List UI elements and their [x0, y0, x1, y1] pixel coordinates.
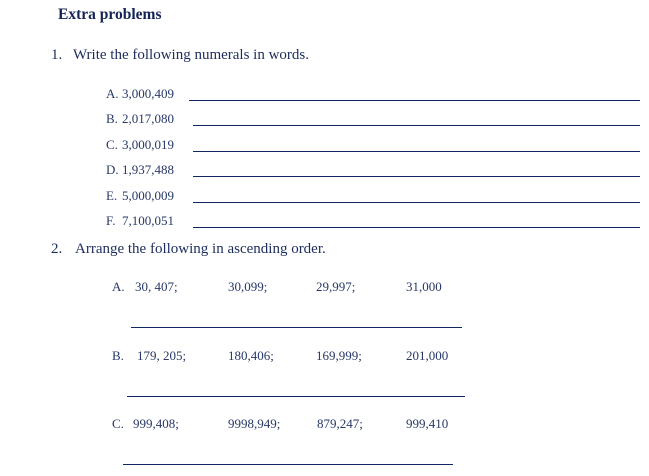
item-letter: C. — [112, 416, 124, 431]
item-letter: E. — [106, 188, 118, 203]
item-value: 3,000,019 — [122, 137, 174, 152]
order-value: 9998,949; — [228, 416, 281, 431]
item-letter: F. — [106, 213, 116, 228]
order-value: 999,410 — [406, 416, 449, 431]
item-value: 2,017,080 — [122, 111, 174, 126]
answer-line[interactable] — [193, 176, 640, 177]
numeral-item — [106, 137, 174, 155]
order-value: 30, 407; — [135, 279, 178, 294]
item-letter: C. — [106, 137, 118, 152]
item-letter: D. — [106, 162, 119, 177]
answer-line[interactable] — [193, 227, 640, 228]
numeral-item — [106, 86, 174, 104]
answer-line[interactable] — [193, 202, 640, 203]
item-letter: A. — [106, 86, 119, 101]
order-value: 30,099; — [228, 279, 268, 294]
numeral-item — [106, 213, 174, 231]
order-value: 201,000 — [406, 348, 449, 363]
numeral-item — [106, 162, 174, 180]
answer-line[interactable] — [123, 464, 453, 465]
answer-line[interactable] — [127, 396, 465, 397]
numeral-item — [106, 111, 174, 129]
item-letter: B. — [112, 348, 124, 363]
order-value: 879,247; — [317, 416, 363, 431]
item-letter: B. — [106, 111, 118, 126]
question-number: 2. — [51, 241, 63, 257]
question-2-heading — [51, 241, 326, 258]
order-value: 29,997; — [316, 279, 356, 294]
page-title: Extra problems — [58, 6, 162, 23]
numeral-item — [106, 188, 174, 206]
item-value: 1,937,488 — [122, 162, 174, 177]
answer-line[interactable] — [131, 327, 462, 328]
order-value: 999,408; — [133, 416, 179, 431]
answer-line[interactable] — [189, 100, 640, 101]
question-prompt: Arrange the following in ascending order. — [75, 241, 326, 257]
item-value: 3,000,409 — [122, 86, 174, 101]
question-number: 1. — [51, 47, 63, 63]
order-value: 180,406; — [228, 348, 274, 363]
order-value: 179, 205; — [137, 348, 187, 363]
order-value: 31,000 — [406, 279, 442, 294]
question-1-heading — [51, 47, 309, 64]
order-value: 169,999; — [316, 348, 362, 363]
answer-line[interactable] — [193, 125, 640, 126]
item-value: 5,000,009 — [122, 188, 174, 203]
item-letter: A. — [112, 279, 125, 294]
question-prompt: Write the following numerals in words. — [73, 47, 310, 63]
answer-line[interactable] — [193, 151, 640, 152]
item-value: 7,100,051 — [122, 213, 174, 228]
